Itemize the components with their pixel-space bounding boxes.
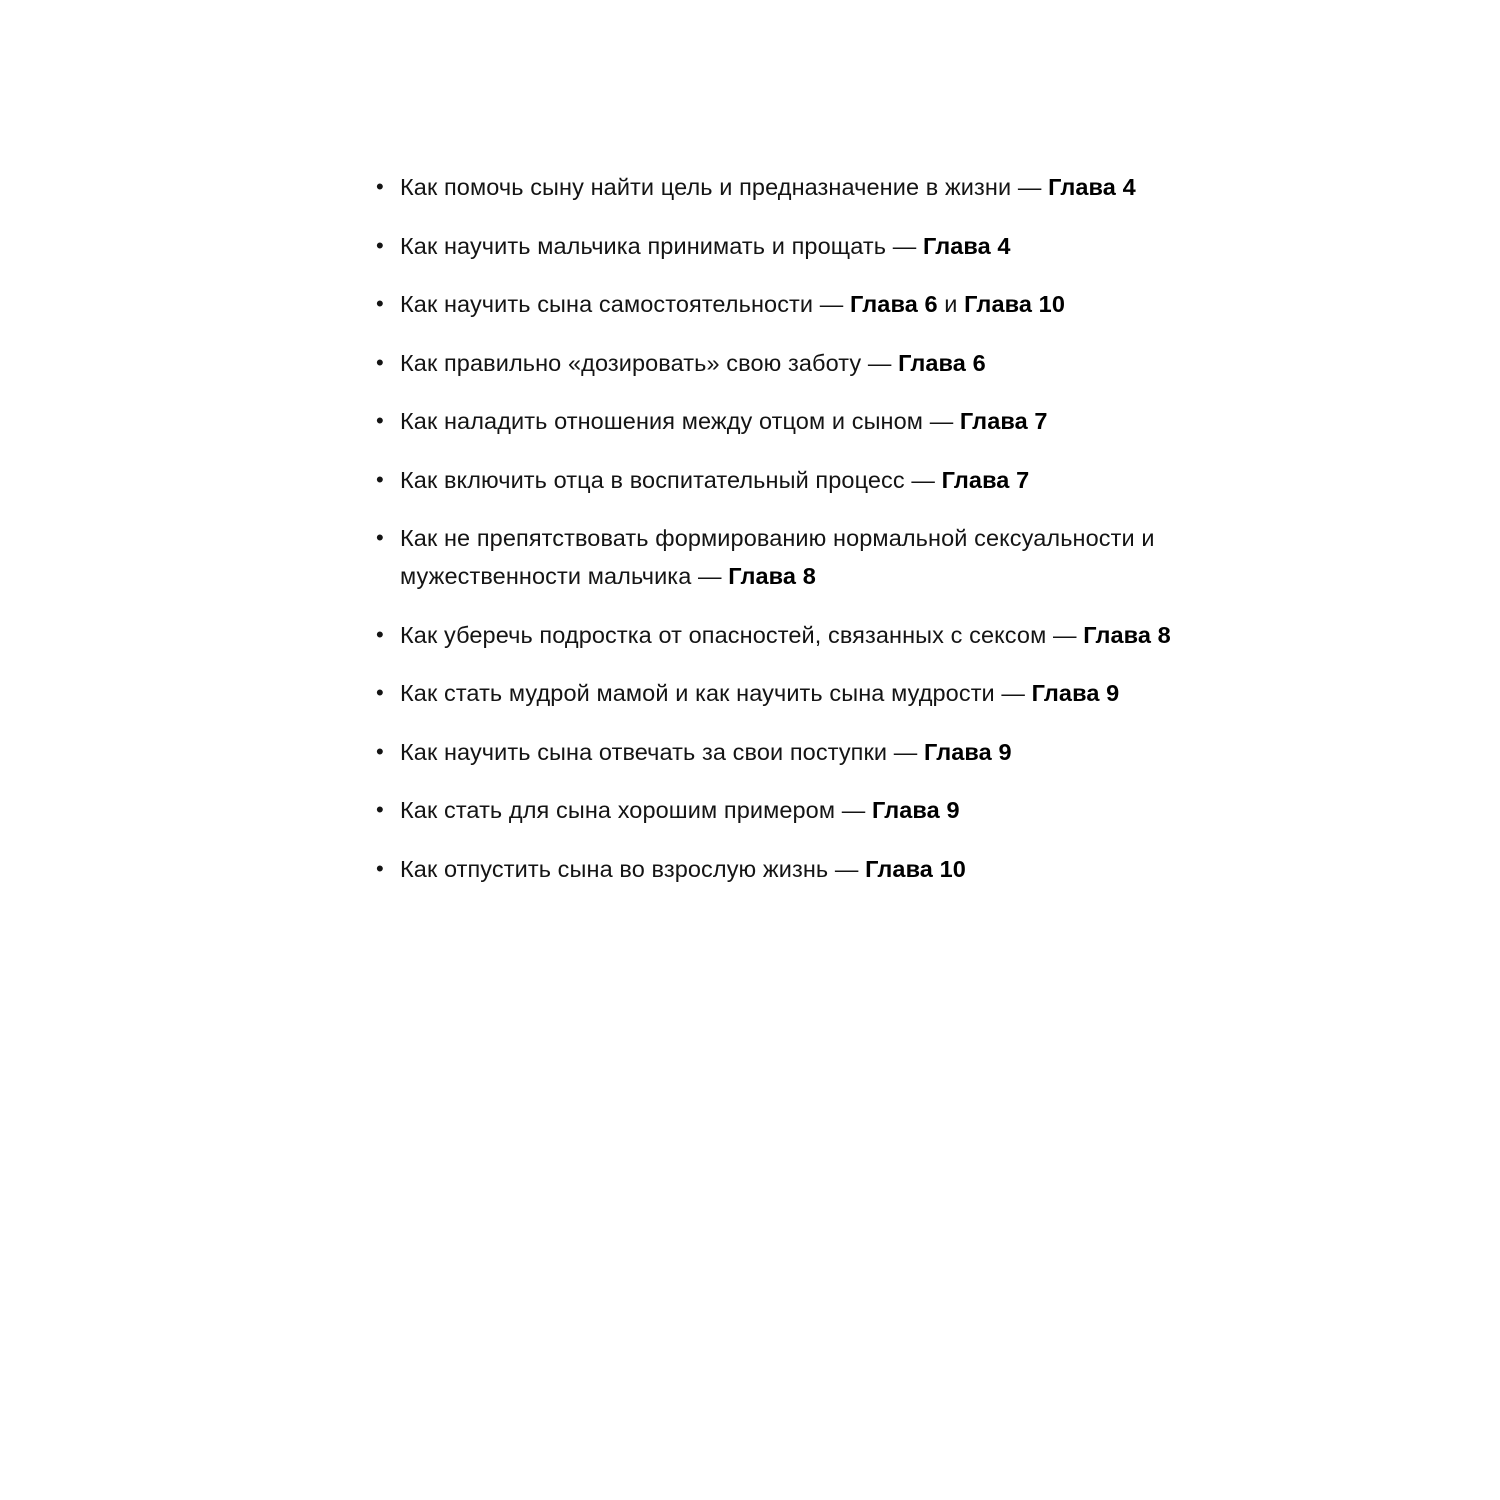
chapter-reference: Глава 8 [728,563,816,589]
item-text: Как научить сына самостоятельности — [400,291,851,317]
list-item [372,168,1202,206]
bullet-icon: • [376,291,384,316]
list-item [372,616,1202,654]
chapter-reference: Глава 9 [871,797,960,823]
bullet-icon: • [376,525,384,550]
item-text: Как отпустить сына во взрослую жизнь — [400,855,866,882]
item-text: Как не препятствовать формированию нормальной сексуальности и мужественности мальчика — [400,525,1155,589]
bullet-icon: • [376,797,384,822]
bullet-icon: • [376,621,384,647]
bullet-icon: • [376,680,384,705]
bullet-icon: • [376,408,384,433]
chapter-reference: Глава 7 [941,466,1030,493]
chapter-reference: Глава 8 [1083,621,1171,648]
chapter-reference: Глава 6 [898,349,986,376]
list-item [372,402,1202,440]
item-text: Как помочь сыну найти цель и предназначение в жизни — [400,174,1049,200]
list-item [372,461,1202,499]
bullet-icon: • [376,349,384,375]
bullet-icon: • [376,466,384,492]
topic-list [372,168,1202,908]
chapter-reference: Глава 6 [850,291,938,317]
bullet-icon: • [376,855,384,881]
item-text: Как правильно «дозировать» свою заботу — [400,349,899,376]
bullet-icon: • [376,232,384,258]
bullet-icon: • [376,174,384,199]
item-text: Как научить мальчика принимать и прощать — [400,232,923,259]
chapter-reference: Глава 4 [922,232,1011,259]
list-item [372,519,1202,595]
chapter-joiner: и [937,291,965,317]
item-text: Как включить отца в воспитательный процесс — [400,466,942,493]
item-text: Как уберечь подростка от опасностей, связанных с сексом — [400,621,1084,648]
list-item [372,674,1202,712]
item-text: Как стать мудрой мамой и как научить сына мудрости — [400,680,1032,706]
chapter-reference: Глава 10 [964,291,1065,317]
bullet-icon: • [376,738,384,764]
chapter-reference: Глава 9 [1031,680,1120,706]
item-text: Как наладить отношения между отцом и сыном — [400,408,960,434]
chapter-reference: Глава 9 [923,738,1012,765]
list-item [372,227,1202,265]
chapter-reference: Глава 10 [865,855,966,882]
item-text: Как стать для сына хорошим примером — [400,797,872,823]
item-text: Как научить сына отвечать за свои поступки — [400,738,924,765]
list-item [372,733,1202,771]
chapter-reference: Глава 4 [1048,174,1136,200]
chapter-reference: Глава 7 [959,408,1048,434]
list-item [372,344,1202,382]
list-item [372,285,1202,323]
list-item [372,850,1202,888]
list-item [372,791,1202,829]
